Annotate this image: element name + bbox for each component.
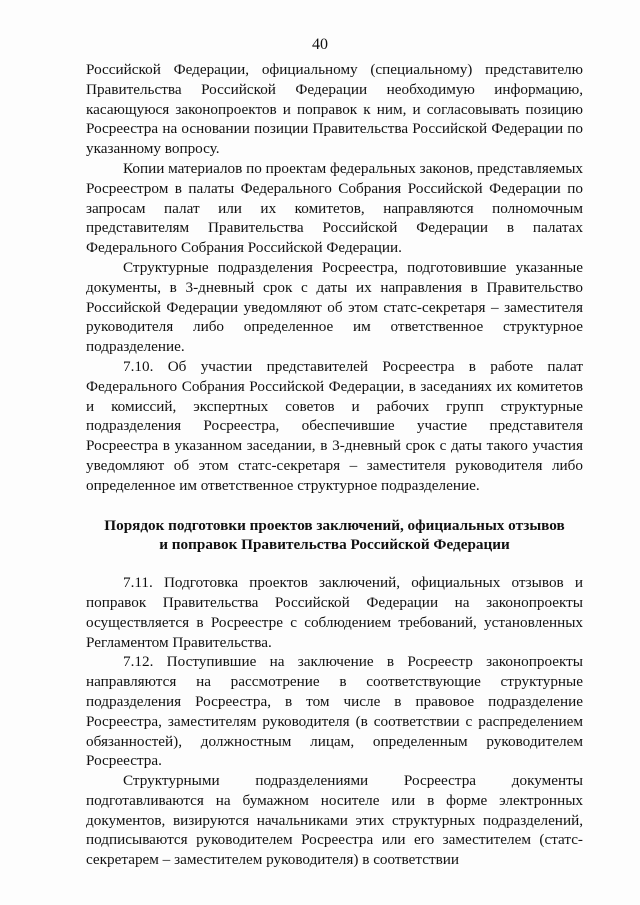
paragraph-documents-preparation: Структурными подразделениями Росреестра документы подготавливаются на бумажном носителе или в форме электронных документов, визируются начальниками этих структурных подразделений, подписываются руководителем Росреестра или его заместителем (статс-секретарем – заместителем руководителя) в соответствии (86, 772, 583, 869)
document-body (86, 60, 583, 870)
paragraph-copies: Копии материалов по проектам федеральных законов, представляемых Росреестром в палаты Федерального Собрания Российской Федерации по запросам палат или их комитетов, направляются полномочным представителям Правительства Российской Федерации в палатах Федерального Собрания Российской Федерации. (86, 159, 583, 257)
paragraph-7-10: 7.10. Об участии представителей Росреестра в работе палат Федерального Собрания Российской Федерации, в заседаниях их комитетов и комиссий, экспертных советов и рабочих групп структурные подразделения Росреестра, обеспечившие участие представителя Росреестра в указанном заседании, в 3-дневный срок с даты такого участия уведомляют об этом статс-секретаря – заместителя руководителя либо определенное им ответственное структурное подразделение. (86, 357, 583, 494)
paragraph-structural-units: Структурные подразделения Росреестра, подготовившие указанные документы, в 3-дневный срок с даты их направления в Правительство Российской Федерации уведомляют об этом статс-секретаря – заместителя руководителя либо определенное им ответственное структурное подразделение. (86, 258, 583, 356)
section-heading (86, 516, 583, 556)
paragraph-7-12: 7.12. Поступившие на заключение в Росреестр законопроекты направляются на рассмотрение в соответствующие структурные подразделения Росреестра, в том числе в правовое подразделение Росреестра, заместителям руководителя (в соответствии с распределением обязанностей), должностным лицам, определенным руководителем Росреестра. (86, 653, 583, 770)
paragraph-continuation: Российской Федерации, официальному (специальному) представителю Правительства Российской Федерации необходимую информацию, касающуюся законопроектов и поправок к ним, и согласовывать позицию Росреестра на основании позиции Правительства Российской Федерации по указанному вопросу. (86, 61, 583, 158)
section-heading-line-2: и поправок Правительства Российской Федерации (159, 536, 510, 554)
section-heading-line-1: Порядок подготовки проектов заключений, официальных отзывов (104, 516, 565, 534)
paragraph-7-11: 7.11. Подготовка проектов заключений, официальных отзывов и поправок Правительства Российской Федерации на законопроекты осуществляется в Росреестре с соблюдением требований, установленных Регламентом Правительства. (86, 574, 583, 651)
page-number: 40 (312, 36, 328, 53)
